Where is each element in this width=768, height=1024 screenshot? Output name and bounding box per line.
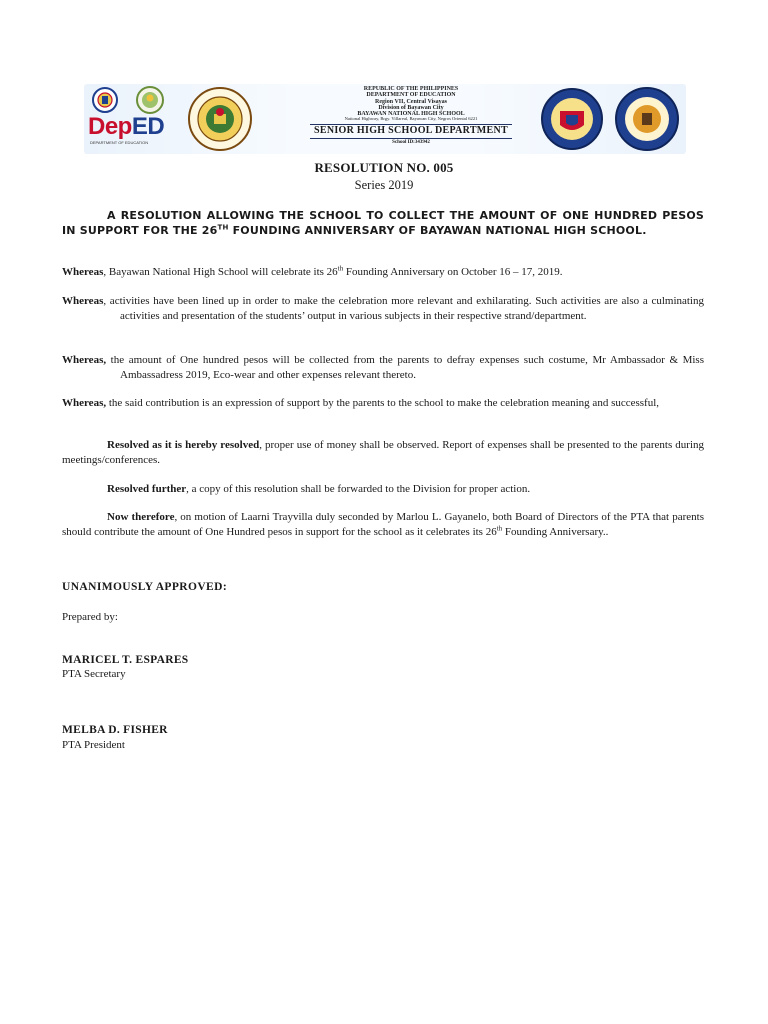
whereas-1-text-a: , Bayawan National High School will celebrate its 26 <box>103 266 338 278</box>
whereas-4-text: the said contribution is an expression of support by the parents to the school to make the celebration meaning and successful, <box>106 397 660 409</box>
resolved-clause-2 <box>62 482 704 497</box>
division-bayawan-seal-icon <box>187 86 253 152</box>
now-therefore-text-a: , on motion of Laarni Trayvilla duly seconded by Marlou L. Gayanelo, both Board of Directors of the PTA that parents should contribute the amount of One Hundred pesos in support for the school as it celebrates its 26 <box>62 511 704 538</box>
header-line-school: BAYAWAN NATIONAL HIGH SCHOOL <box>357 111 465 118</box>
senior-high-school-seal-icon <box>614 86 680 152</box>
department-seal-icon <box>136 86 164 114</box>
resolution-title <box>62 208 704 238</box>
whereas-clause-1 <box>62 265 704 280</box>
resolved-2-lead: Resolved further <box>107 483 187 495</box>
whereas-2-text: , activities have been lined up in order to make the celebration more relevant and exhilarating. Such activities are also a culminating activities and presentation of the students’ output in various subjects in their respective strand/department. <box>103 295 704 322</box>
now-therefore-clause <box>62 510 704 540</box>
signatory-1-title: PTA Secretary <box>62 668 126 680</box>
signatory-1-name: MARICEL T. ESPARES <box>62 654 189 666</box>
resolved-1-lead: Resolved as it is hereby resolved <box>107 439 260 451</box>
whereas-3-lead: Whereas, <box>62 354 107 366</box>
deped-logo-text: DepED <box>88 113 165 140</box>
whereas-1-text-b: Founding Anniversary on October 16 – 17, 2019. <box>343 266 563 278</box>
whereas-clause-3 <box>62 353 704 383</box>
resolution-title-part1: A RESOLUTION ALLOWING THE SCHOOL TO COLLECT THE AMOUNT OF ONE HUNDRED PESOS IN SUPPORT FOR THE 26 <box>62 209 704 237</box>
whereas-3-text: the amount of One hundred pesos will be collected from the parents to defray expenses such costume, Mr Ambassador & Miss Ambassadress 2019, Eco-wear and other expenses relevant thereto. <box>106 354 704 381</box>
whereas-clause-2 <box>62 294 704 324</box>
resolved-2-text: , a copy of this resolution shall be forwarded to the Division for proper action. <box>186 483 531 495</box>
header-line-republic: REPUBLIC OF THE PHILIPPINES <box>363 86 459 92</box>
header-department: SENIOR HIGH SCHOOL DEPARTMENT <box>310 124 512 139</box>
letterhead-banner <box>84 84 686 154</box>
header-line-address: National Highway, Brgy. Villareal, Bayawan City, Negros Oriental 6221 <box>344 116 478 122</box>
unanimously-approved: UNANIMOUSLY APPROVED: <box>62 581 228 593</box>
resolution-series: Series 2019 <box>354 178 414 192</box>
now-therefore-sup: th <box>496 524 503 533</box>
signatory-2-name: MELBA D. FISHER <box>62 724 168 736</box>
whereas-clause-4 <box>62 396 704 411</box>
whereas-4-lead: Whereas, <box>62 397 107 409</box>
whereas-1-sup: th <box>337 264 344 273</box>
whereas-2-lead: Whereas <box>62 295 104 307</box>
resolution-title-part2: FOUNDING ANNIVERSARY OF BAYAWAN NATIONAL HIGH SCHOOL. <box>228 224 647 237</box>
resolution-title-sup: TH <box>217 223 229 232</box>
signatory-2-title: PTA President <box>62 739 125 751</box>
header-line-department: DEPARTMENT OF EDUCATION <box>366 92 456 99</box>
header-line-region: Region VII, Central Visayas <box>375 98 447 105</box>
deped-seal-icon <box>92 86 118 114</box>
resolved-1-text: , proper use of money shall be observed. Report of expenses shall be presented to the parents during meetings/conferences. <box>62 439 704 466</box>
letterhead-text <box>310 86 512 145</box>
header-line-division: Division of Bayawan City <box>378 104 444 111</box>
now-therefore-text-b: Founding Anniversary.. <box>502 526 609 538</box>
resolution-number: RESOLUTION NO. 005 <box>314 160 454 175</box>
resolved-clause-1 <box>62 438 704 468</box>
header-school-id: School ID:343942 <box>392 139 430 145</box>
deped-caption: DEPARTMENT OF EDUCATION <box>90 140 149 145</box>
now-therefore-lead: Now therefore <box>107 511 175 523</box>
prepared-by-label: Prepared by: <box>62 611 118 623</box>
bayawan-nhs-seal-icon <box>540 87 604 151</box>
whereas-1-lead: Whereas <box>62 266 104 278</box>
